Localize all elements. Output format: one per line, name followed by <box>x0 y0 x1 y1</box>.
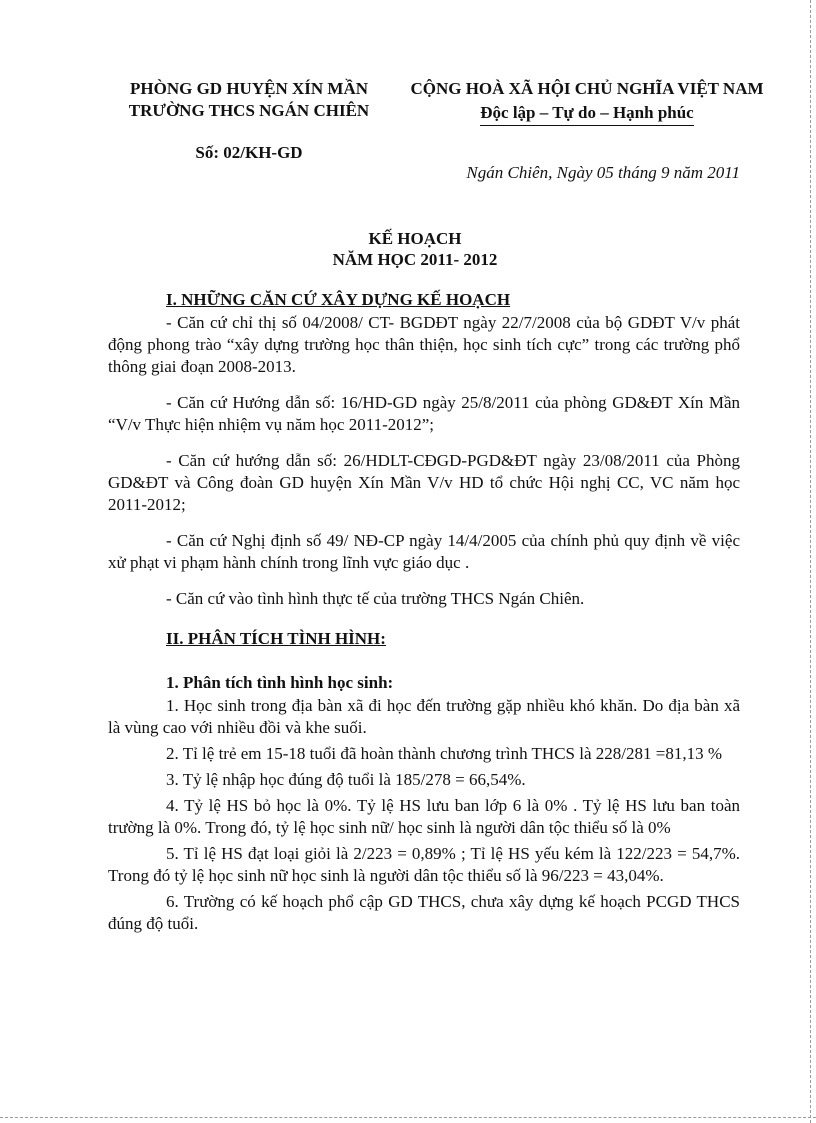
department-name: PHÒNG GD HUYỆN XÍN MẦN <box>130 79 368 98</box>
national-motto: Độc lập – Tự do – Hạnh phúc <box>480 102 693 126</box>
page-border-right <box>810 0 812 1123</box>
basis-paragraph: - Căn cứ Hướng dẫn số: 16/HD-GD ngày 25/8/2011 của phòng GD&ĐT Xín Mần “V/v Thực hiện nhiệm vụ năm học 2011-2012”; <box>108 393 740 434</box>
basis-paragraph: - Căn cứ hướng dẫn số: 26/HDLT-CĐGD-PGD&ĐT ngày 23/08/2011 của Phòng GD&ĐT và Công đoàn GD huyện Xín Mần V/v HD tổ chức Hội nghị CC, VC năm học 2011-2012; <box>108 451 740 514</box>
title-line-1: KẾ HOẠCH <box>368 229 462 248</box>
document-body <box>108 289 740 935</box>
section-2-subheading: 1. Phân tích tình hình học sinh: <box>166 673 394 692</box>
national-title: CỘNG HOÀ XÃ HỘI CHỦ NGHĨA VIỆT NAM <box>410 79 764 98</box>
section-2-heading: II. PHÂN TÍCH TÌNH HÌNH: <box>166 629 386 648</box>
title-line-2: NĂM HỌC 2011- 2012 <box>332 250 498 269</box>
page-border-bottom <box>0 1117 816 1119</box>
basis-paragraph: - Căn cứ vào tình hình thực tế của trường THCS Ngán Chiên. <box>166 589 585 608</box>
analysis-paragraph: 4. Tỷ lệ HS bỏ học là 0%. Tỷ lệ HS lưu ban lớp 6 là 0% . Tỷ lệ HS lưu ban toàn trường là 0%. Trong đó, tỷ lệ học sinh nữ/ học sinh là người dân tộc thiểu số là 0% <box>108 796 740 837</box>
header-left <box>125 78 373 164</box>
section-1-heading: I. NHỮNG CĂN CỨ XÂY DỰNG KẾ HOẠCH <box>166 290 511 309</box>
document-title <box>230 228 600 270</box>
analysis-paragraph: 3. Tỷ lệ nhập học đúng độ tuổi là 185/278 = 66,54%. <box>166 770 526 789</box>
header-right <box>402 78 772 126</box>
school-name: TRƯỜNG THCS NGÁN CHIÊN <box>128 101 370 120</box>
analysis-paragraph: 2. Tỉ lệ trẻ em 15-18 tuổi đã hoàn thành chương trình THCS là 228/281 =81,13 % <box>166 744 722 763</box>
analysis-paragraph: 6. Trường có kế hoạch phổ cập GD THCS, chưa xây dựng kế hoạch PCGD THCS đúng độ tuổi. <box>108 892 740 933</box>
date-line: Ngán Chiên, Ngày 05 tháng 9 năm 2011 <box>466 163 740 182</box>
analysis-paragraph: 1. Học sinh trong địa bàn xã đi học đến trường gặp nhiều khó khăn. Do địa bàn xã là vùng cao với nhiều đồi và khe suối. <box>108 696 740 737</box>
document-number: Số: 02/KH-GD <box>195 143 303 162</box>
basis-paragraph: - Căn cứ chỉ thị số 04/2008/ CT- BGDĐT ngày 22/7/2008 của bộ GDĐT V/v phát động phong trào “xây dựng trường học thân thiện, học sinh tích cực” trong các trường phổ thông giai đoạn 2008-2013. <box>108 313 740 376</box>
basis-paragraph: - Căn cứ Nghị định số 49/ NĐ-CP ngày 14/4/2005 của chính phủ quy định về việc xử phạt vi phạm hành chính trong lĩnh vực giáo dục . <box>108 531 740 572</box>
analysis-paragraph: 5. Tỉ lệ HS đạt loại giỏi là 2/223 = 0,89% ; Tỉ lệ HS yếu kém là 122/223 = 54,7%. Trong đó tỷ lệ học sinh nữ học sinh là người dân tộc thiểu số là 96/223 = 43,04%. <box>108 844 740 885</box>
